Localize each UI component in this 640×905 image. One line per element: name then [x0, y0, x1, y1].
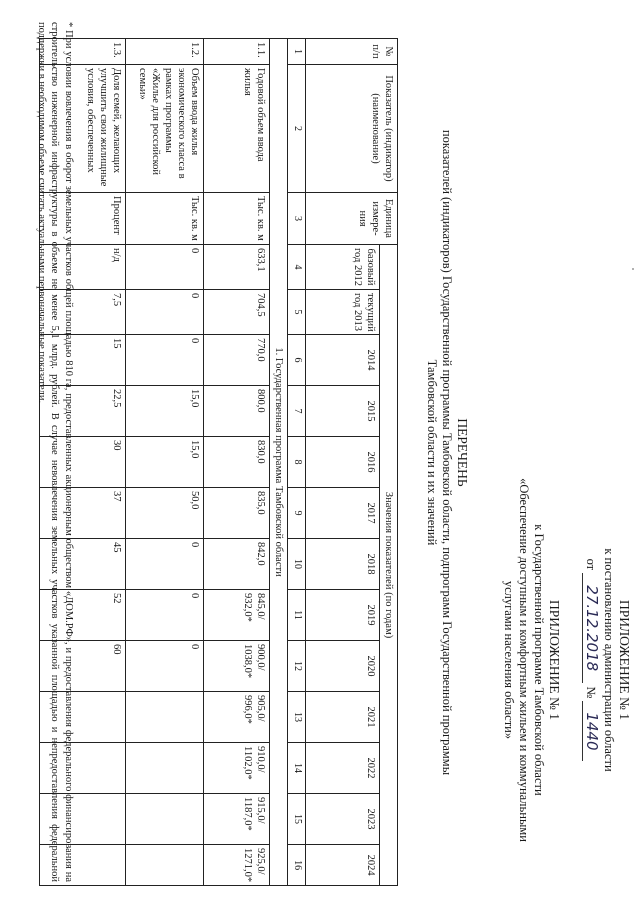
program-appendix-ref: к Государственной программе Тамбовской области — [531, 524, 546, 796]
col-num: 8 — [288, 437, 306, 488]
program-appendix-title: ПРИЛОЖЕНИЕ № 1 — [547, 599, 562, 721]
row-value: 0 — [126, 590, 204, 641]
header-year-2018: 2018 — [305, 539, 379, 590]
handwritten-number: 1440 — [582, 701, 601, 761]
section-title: 1. Государственная программа Тамбовской области — [270, 39, 288, 886]
row-value: 905,0/ 996,0* — [204, 692, 270, 743]
col-num: 14 — [288, 743, 306, 794]
document-subtitle-1: показателей (индикаторов) Государственной программы Тамбовской области, подпрограмм Государственной программы — [439, 129, 454, 776]
row-value: 37 — [40, 488, 126, 539]
row-value: 770,0 — [204, 335, 270, 386]
appendix-block — [582, 430, 632, 890]
row-value: 45 — [40, 539, 126, 590]
row-num: 1.2. — [126, 39, 204, 65]
row-unit: Тыс. кв. м — [126, 193, 204, 245]
header-year-2014: 2014 — [305, 335, 379, 386]
header-year-2020: 2020 — [305, 641, 379, 692]
document-subtitle-2: Тамбовской области и их значений — [424, 359, 439, 546]
footnote: * При условии вовлечения в оборот земельных участков общей площадью 810 га, предоставленных акционерным обществом «ДОМ.РФ», и предоставления федерального финансирования на строительство инженерной инфраструктуры в объеме не менее 5,1 млрд. рублей. В случае невовлечения земельных участков указанной площадью и непредоставления федеральной поддержки в необходимом объеме считать актуальными первоначальные показатели. — [35, 22, 74, 882]
row-value: 22,5 — [40, 386, 126, 437]
col-num: 15 — [288, 794, 306, 845]
header-unit: Единица измере-ния — [305, 193, 397, 245]
row-value — [126, 845, 204, 886]
col-num: 2 — [288, 65, 306, 193]
row-value: 845,0/ 932,0* — [204, 590, 270, 641]
row-value: 50,0 — [126, 488, 204, 539]
row-value: 60 — [40, 641, 126, 692]
row-value: 52 — [40, 590, 126, 641]
table-row — [204, 39, 270, 886]
row-num: 1.1. — [204, 39, 270, 65]
appendix-subtitle: к постановлению администрации области — [601, 548, 616, 772]
indicators-table — [39, 38, 398, 886]
header-indicator: Показатель (индикатор) (наименование) — [305, 65, 397, 193]
program-appendix-name-1: «Обеспечение доступным и комфортным жильем и коммунальными — [516, 478, 531, 842]
header-year-2021: 2021 — [305, 692, 379, 743]
row-value: 842,0 — [204, 539, 270, 590]
row-indicator: Объем ввода жилья экономического класса в рамках программы «Жилье для российской семьи» — [126, 65, 204, 193]
header-row — [379, 39, 397, 886]
section-row — [270, 39, 288, 886]
col-num: 12 — [288, 641, 306, 692]
header-year-2017: 2017 — [305, 488, 379, 539]
column-number-row — [288, 39, 306, 886]
col-num: 9 — [288, 488, 306, 539]
row-value: н/д — [40, 245, 126, 290]
header-values-group: Значения показателей (по годам) — [379, 245, 397, 886]
header-year-2019: 2019 — [305, 590, 379, 641]
col-num: 3 — [288, 193, 306, 245]
program-appendix-block — [501, 430, 562, 890]
row-value — [126, 794, 204, 845]
header-year-2022: 2022 — [305, 743, 379, 794]
col-num: 10 — [288, 539, 306, 590]
appendix-title: ПРИЛОЖЕНИЕ № 1 — [617, 599, 632, 721]
row-value: 0 — [126, 335, 204, 386]
row-value: 835,0 — [204, 488, 270, 539]
table-row — [126, 39, 204, 886]
handwritten-date: 27.12.2018 — [582, 573, 601, 683]
row-value: 910,0/ 1102,0* — [204, 743, 270, 794]
row-value: 925,0/ 1271,0* — [204, 845, 270, 886]
header-base-year: базовый год 2012 — [305, 245, 379, 290]
header-current-year: текущий год 2013 — [305, 290, 379, 335]
header-year-2016: 2016 — [305, 437, 379, 488]
col-num: 4 — [288, 245, 306, 290]
document-title: ПЕРЕЧЕНЬ — [455, 418, 470, 487]
header-num: № п/п — [305, 39, 397, 65]
row-value: 0 — [126, 641, 204, 692]
row-indicator: Годовой объем ввода жилья — [204, 65, 270, 193]
row-value: 830,0 — [204, 437, 270, 488]
col-num: 5 — [288, 290, 306, 335]
appendix-date-line: от 27.12.2018 № 1440 — [582, 430, 601, 890]
document-title-block — [424, 20, 470, 885]
row-value: 633,1 — [204, 245, 270, 290]
row-unit: Процент — [40, 193, 126, 245]
row-value — [126, 692, 204, 743]
row-value: 15 — [40, 335, 126, 386]
row-value: 15,0 — [126, 437, 204, 488]
program-appendix-name-2: услугами населения области» — [501, 580, 516, 740]
header-year-2024: 2024 — [305, 845, 379, 886]
header-year-2023: 2023 — [305, 794, 379, 845]
col-num: 11 — [288, 590, 306, 641]
row-value: 800,0 — [204, 386, 270, 437]
col-num: 1 — [288, 39, 306, 65]
row-value: 30 — [40, 437, 126, 488]
col-num: 7 — [288, 386, 306, 437]
row-value — [126, 743, 204, 794]
row-value: 915,0/ 1187,0* — [204, 794, 270, 845]
col-num: 16 — [288, 845, 306, 886]
row-num: 1.3. — [40, 39, 126, 65]
row-value: 0 — [126, 245, 204, 290]
row-value: 15,0 — [126, 386, 204, 437]
row-indicator: Доля семей, желающих улучшить свои жилищные условия, обеспеченных — [40, 65, 126, 193]
row-value: 7,5 — [40, 290, 126, 335]
col-num: 13 — [288, 692, 306, 743]
row-value: 900,0/ 1038,0* — [204, 641, 270, 692]
col-num: 6 — [288, 335, 306, 386]
row-unit: Тыс. кв. м — [204, 193, 270, 245]
row-value: 0 — [126, 539, 204, 590]
row-value: 0 — [126, 290, 204, 335]
scan-speck — [632, 268, 634, 270]
header-year-2015: 2015 — [305, 386, 379, 437]
row-value: 704,5 — [204, 290, 270, 335]
